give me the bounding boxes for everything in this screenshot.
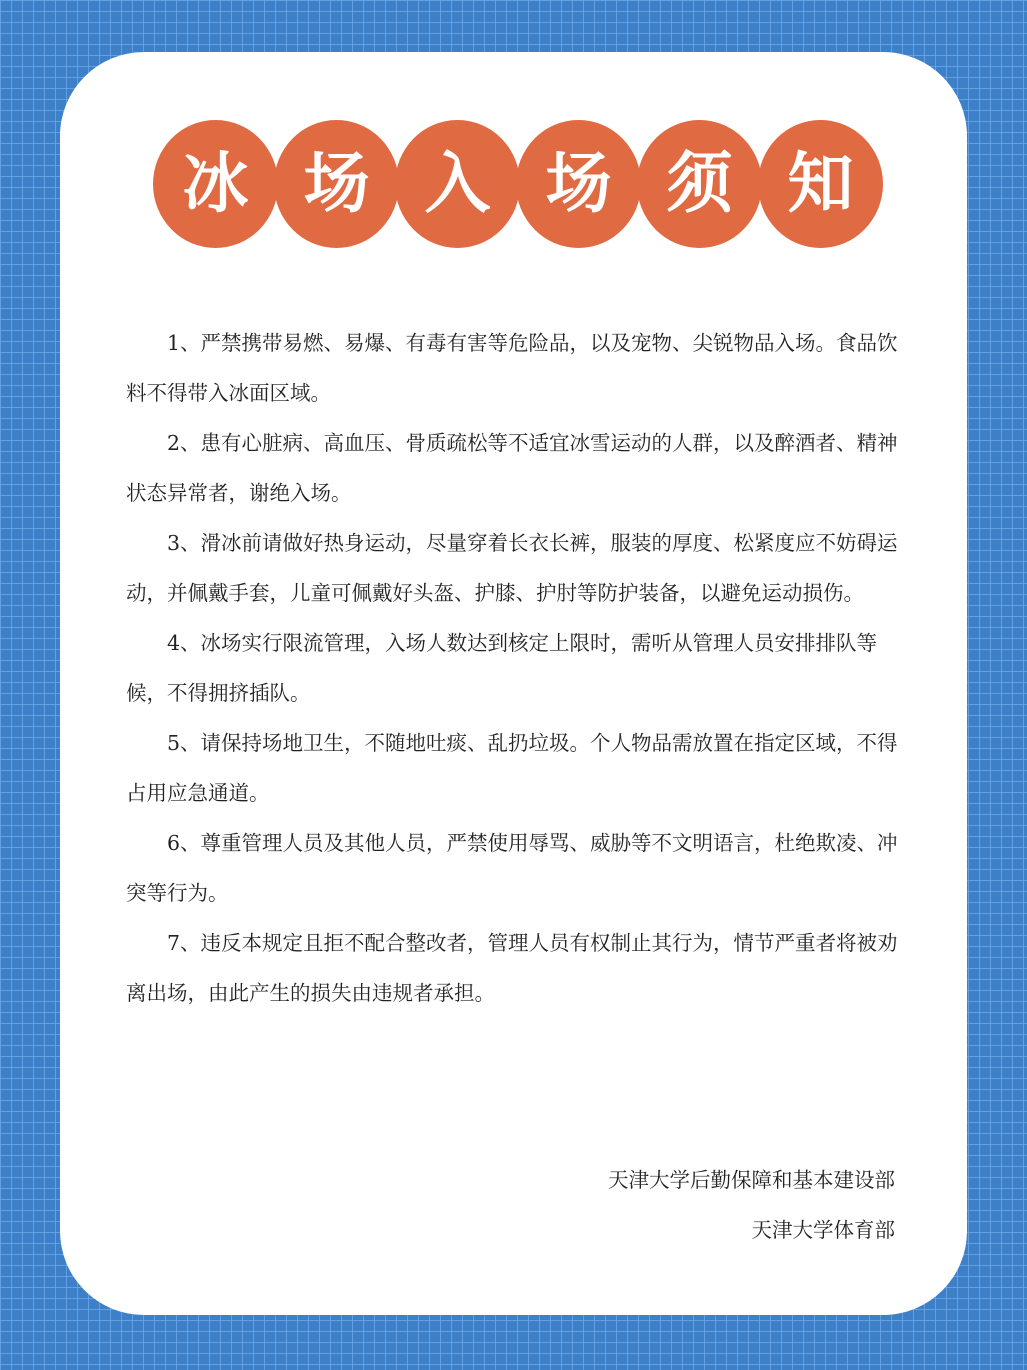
rule-item: 2、患有心脏病、高血压、骨质疏松等不适宜冰雪运动的人群，以及醉酒者、精神状态异常者，谢绝入场。 bbox=[126, 431, 898, 505]
signature-block bbox=[608, 1155, 895, 1255]
rule-item: 3、滑冰前请做好热身运动，尽量穿着长衣长裤，服装的厚度、松紧度应不妨碍运动，并佩戴手套，儿童可佩戴好头盔、护膝、护肘等防护装备，以避免运动损伤。 bbox=[126, 531, 898, 605]
rule-item: 1、严禁携带易燃、易爆、有毒有害等危险品，以及宠物、尖锐物品入场。食品饮料不得带入冰面区域。 bbox=[126, 331, 898, 405]
rule-item: 5、请保持场地卫生，不随地吐痰、乱扔垃圾。个人物品需放置在指定区域，不得占用应急通道。 bbox=[126, 731, 898, 805]
title-char-circle: 入 bbox=[395, 120, 520, 248]
title-char-circle: 场 bbox=[274, 120, 399, 248]
signature-department-logistics: 天津大学后勤保障和基本建设部 bbox=[608, 1168, 895, 1192]
rule-item: 7、违反本规定且拒不配合整改者，管理人员有权制止其行为，情节严重者将被劝离出场，由此产生的损失由违规者承担。 bbox=[126, 931, 898, 1005]
rule-item: 4、冰场实行限流管理，入场人数达到核定上限时，需听从管理人员安排排队等候，不得拥挤插队。 bbox=[126, 631, 878, 705]
rule-item: 6、尊重管理人员及其他人员，严禁使用辱骂、威胁等不文明语言，杜绝欺凌、冲突等行为。 bbox=[126, 831, 898, 905]
title-char-circle: 知 bbox=[758, 120, 883, 248]
title-char-circle: 冰 bbox=[153, 120, 278, 248]
title-char-circle: 场 bbox=[516, 120, 641, 248]
title-char-circle: 须 bbox=[637, 120, 762, 248]
notice-title bbox=[153, 120, 883, 248]
rules-list bbox=[126, 318, 898, 1018]
signature-department-sports: 天津大学体育部 bbox=[751, 1218, 895, 1242]
